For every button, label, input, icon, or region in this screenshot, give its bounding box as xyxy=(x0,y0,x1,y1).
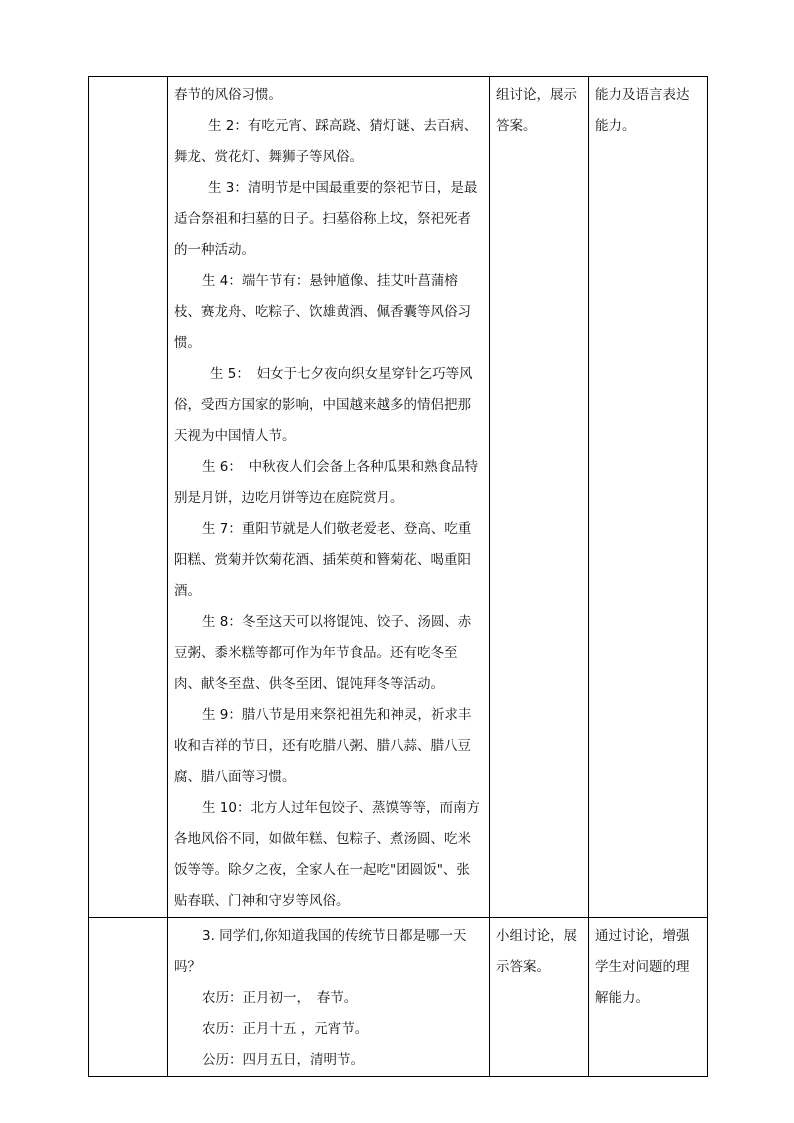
teaching-content-cell xyxy=(168,918,490,1077)
content-paragraph: 农历：正月十五 ，元宵节。 xyxy=(202,1021,369,1037)
teaching-content-cell xyxy=(168,77,490,918)
content-paragraph: 生 4：端午节有：悬钟馗像、挂艾叶菖蒲榕枝、赛龙舟、吃粽子、饮雄黄酒、佩香囊等风俗习惯。 xyxy=(174,273,471,351)
student-activity-cell xyxy=(490,77,589,918)
content-paragraph: 生 6： 中秋夜人们会备上各种瓜果和熟食品特别是月饼，边吃月饼等边在庭院赏月。 xyxy=(174,459,479,506)
stage-cell xyxy=(89,918,168,1077)
content-paragraph: 生 3：清明节是中国最重要的祭祀节日，是最适合祭祖和扫墓的日子。扫墓俗称上坟，祭祀死者的一种活动。 xyxy=(174,180,478,258)
table-row xyxy=(89,77,708,918)
design-intent-text: 通过讨论，增强学生对问题的理解能力。 xyxy=(595,928,690,1006)
stage-cell xyxy=(89,77,168,918)
content-paragraph: 生 7：重阳节就是人们敬老爱老、登高、吃重阳糕、赏菊并饮菊花酒、插茱萸和簪菊花、喝重阳酒。 xyxy=(174,521,472,599)
content-paragraph: 生 5： 妇女于七夕夜向织女星穿针乞巧等风俗，受西方国家的影响，中国越来越多的情侣把那天视为中国情人节。 xyxy=(174,366,473,444)
student-activity-cell xyxy=(490,918,589,1077)
content-paragraph: 生 10：北方人过年包饺子、蒸馍等等，而南方各地风俗不同，如做年糕、包粽子、煮汤圆、吃米饭等等。除夕之夜，全家人在一起吃"团圆饭"、张贴春联、门神和守岁等风俗。 xyxy=(174,800,480,909)
content-paragraph: 生 8：冬至这天可以将馄饨、饺子、汤圆、赤豆粥、黍米糕等都可作为年节食品。还有吃冬至肉、献冬至盘、供冬至团、馄饨拜冬等活动。 xyxy=(174,614,472,692)
design-intent-text: 能力及语言表达能力。 xyxy=(595,87,690,134)
content-paragraph: 生 9：腊八节是用来祭祀祖先和神灵，祈求丰收和吉祥的节日，还有吃腊八粥、腊八蒜、腊八豆腐、腊八面等习惯。 xyxy=(174,707,472,785)
content-paragraph: 春节的风俗习惯。 xyxy=(174,87,282,103)
content-paragraph: 3. 同学们,你知道我国的传统节日都是哪一天吗？ xyxy=(174,928,467,975)
content-paragraph: 生 2：有吃元宵、踩高跷、猜灯谜、去百病、舞龙、赏花灯、舞狮子等风俗。 xyxy=(174,118,478,165)
content-paragraph: 公历：四月五日，清明节。 xyxy=(202,1052,364,1068)
content-paragraph: 农历：正月初一， 春节。 xyxy=(202,990,358,1006)
student-activity-text: 组讨论，展示答案。 xyxy=(496,87,577,134)
design-intent-cell xyxy=(589,918,708,1077)
table-row xyxy=(89,918,708,1077)
lesson-plan-table xyxy=(88,76,708,1077)
student-activity-text: 小组讨论，展示答案。 xyxy=(496,928,577,975)
design-intent-cell xyxy=(589,77,708,918)
